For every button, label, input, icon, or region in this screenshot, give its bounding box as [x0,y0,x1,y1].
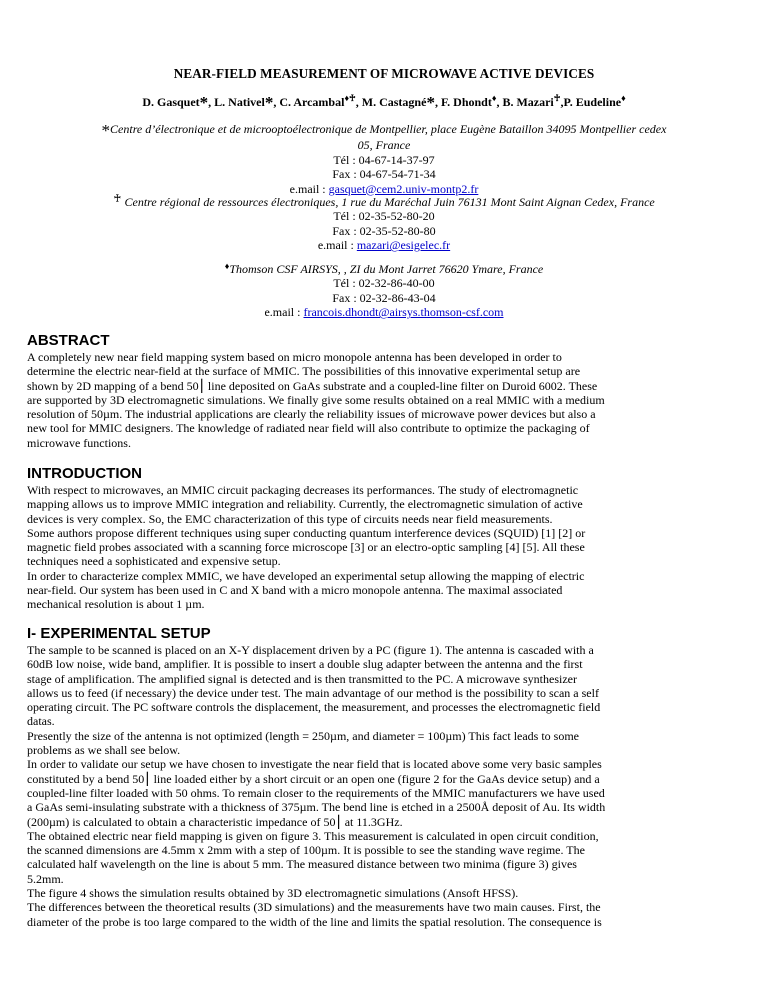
text-line: 60dB low noise, wide band, amplifier. It is possible to insert a double slug adapter between the antenna and the first [27,657,583,672]
author-name: M. Castagné [361,95,427,109]
text-line: resolution of 50µm. The industrial applications are clearly the reliability issues of microwave power devices but also a [27,407,596,422]
text-line: magnetic field probes associated with a scanning force microscope [3] or an electro-optic sampling [4] [5]. All these [27,540,585,555]
affiliation-mark: ♰ [553,93,561,103]
text-line: new tool for MMIC designers. The knowledge of radiated near field will also contribute to optimize the packaging of [27,421,590,436]
affiliation-name: Centre régional de ressources électroniques [121,195,336,209]
affiliation-mark: ♦♰ [344,93,356,103]
text-line: constituted by a bend 50⎮ line loaded either by a short circuit or an open one (figure 2 for the GaAs device setup) and a [27,771,600,786]
abstract-paragraph [27,350,741,450]
section-heading-abstract: ABSTRACT [27,332,110,349]
affiliation-address: , 1 rue du Maréchal Juin 76131 Mont Saint Aignan Cedex, France [335,195,655,209]
text-line: microwave functions. [27,435,131,450]
paper-title: NEAR-FIELD MEASUREMENT OF MICROWAVE ACTIVE DEVICES [173,66,595,81]
text-line: datas. [27,714,55,729]
text-line: Presently the size of the antenna is not optimized (length = 250µm, and diameter = 100µm) This fact leads to some [27,728,580,743]
text-line: techniques need a sophisticated and expensive setup. [27,554,281,569]
text-line: The differences between the theoretical results (3D simulations) and the measurements have two main causes. First, the [27,900,601,915]
author-name: D. Gasquet [142,95,200,109]
affiliation-mark: ♦ [224,261,230,271]
text-line: shown by 2D mapping of a bend 50⎮ line deposited on GaAs substrate and a coupled-line filter on Duroid 6002. These [27,378,598,393]
text-line: calculated half wavelength on the line is about 5 mm. The measured distance between two minima (figure 3) gives [27,857,577,872]
text-line: diameter of the probe is too large compared to the width of the line and limits the spatial resolution. The consequence is [27,914,602,929]
email-link[interactable]: gasquet@cem2.univ-montp2.fr [328,181,479,196]
text-line: allows us to feed (if necessary) the device under test. The main advantage of our method is the possibility to scan a self [27,685,599,700]
email-label: e.mail : [289,181,329,196]
section-heading-experimental-setup: I- EXPERIMENTAL SETUP [27,625,211,642]
text-line: a GaAs semi-insulating substrate with a thickness of 375µm. The bend line is etched in a 2500Å deposit of Au. Its width [27,800,606,815]
email-link[interactable]: mazari@esigelec.fr [356,238,451,253]
affiliation-tel: Tél : 02-35-52-80-20 [333,209,435,224]
text-line: mapping allows us to improve MMIC integration and reliability. Currently, the electromagnetic simulation of active [27,497,583,512]
text-line: mechanical resolution is about 1 µm. [27,597,205,612]
affiliation-name: Thomson CSF AIRSYS, , ZI du Mont Jarret 76620 Ymare, France [229,262,544,276]
text-line: With respect to microwaves, an MMIC circuit packaging decreases its performances. The study of electromagnetic [27,483,579,497]
affiliation-mark: * [426,93,435,112]
text-line: The obtained electric near field mapping is given on figure 3. This measurement is calculated in open circuit condition, [27,828,599,843]
email-label: e.mail : [264,305,304,320]
affiliation-fax: Fax : 04-67-54-71-34 [332,167,436,182]
text-line: are supported by 3D electromagnetic simulations. We finally give some results obtained on a real MMIC with a medium [27,392,605,407]
text-line: coupled-line filter loaded with 50 ohms. To remain closer to the requirements of the MMIC manufacturers we have used [27,785,605,800]
text-line: (200µm) is calculated to obtain a characteristic impedance of 50⎮ at 11.3GHz. [27,814,403,829]
text-line: In order to validate our setup we have chosen to investigate the near field that is located above some very basic samples [27,757,602,772]
text-line: devices is very complex. So, the EMC characterization of this type of circuits needs near field measurements. [27,511,553,526]
introduction-paragraph [27,483,741,612]
affiliation-block [0,122,768,196]
affiliation-mark: ♦ [491,93,497,103]
text-line: The sample to be scanned is placed on an X-Y displacement driven by a PC (figure 1). The antenna is cascaded with a [27,643,594,657]
author-name: F. Dhondt [440,95,492,109]
affiliation-tel: Tél : 02-32-86-40-00 [333,276,435,291]
affiliation-block [0,192,768,253]
author-name: B. Mazari [502,95,554,109]
text-line: stage of amplification. The amplified signal is detected and is then transmitted to the PC. A microwave synthesizer [27,671,577,686]
setup-paragraph [27,643,741,929]
author-name: P. Eudeline [563,95,622,109]
text-line: In order to characterize complex MMIC, we have developed an experimental setup allowing the mapping of electric [27,568,585,583]
text-line: operating circuit. The PC software controls the displacement, the measurement, and processes the electromagnetic field [27,700,601,715]
affiliation-name-continued: 05, France [357,138,411,153]
author-name: C. Arcambal [279,95,345,109]
affiliation-mark: * [199,93,209,112]
email-link[interactable]: francois.dhondt@airsys.thomson-csf.com [303,305,504,320]
text-line: The figure 4 shows the simulation results obtained by 3D electromagnetic simulations (Ansoft HFSS). [27,886,519,901]
email-label: e.mail : [317,238,357,253]
text-line: the scanned dimensions are 4.5mm x 2mm with a step of 100µm. It is possible to see the standing wave regime. The [27,843,585,858]
text-line: determine the electric near-field at the surface of MMIC. The possibilities of this innovative experimental setup are [27,364,581,379]
author-name: L. Nativel [214,95,265,109]
affiliation-fax: Fax : 02-35-52-80-80 [332,223,436,238]
affiliation-mark: * [264,93,274,112]
text-line: problems as we shall see below. [27,743,181,758]
text-line: Some authors propose different techniques using super conducting quantum interference devices (SQUID) [1] [2] or [27,525,586,540]
text-line: A completely new near field mapping system based on micro monopole antenna has been developed in order to [27,350,562,364]
section-heading-introduction: INTRODUCTION [27,465,142,482]
affiliation-fax: Fax : 02-32-86-43-04 [332,290,436,305]
text-line: 5.2mm. [27,871,64,886]
affiliation-mark: * [101,121,111,140]
affiliation-mark: ♰ [113,193,122,205]
affiliation-mark: ♦ [621,93,626,103]
affiliation-tel: Tél : 04-67-14-37-97 [333,152,435,167]
text-line: near-field. Our system has been used in C and X band with a micro monopole antenna. The maximal associated [27,583,563,598]
affiliation-block [0,259,768,320]
affiliation-name: Centre d’électronique et de microoptoélectronique de Montpellier, place Eugène Bataillon 34095 Montpellier cedex [110,122,667,136]
author-list: D. Gasquet*, L. Nativel*, C. Arcambal♦♰, M. Castagné*, F. Dhondt♦, B. Mazari♰,P. Eudeline♦ [142,93,626,112]
